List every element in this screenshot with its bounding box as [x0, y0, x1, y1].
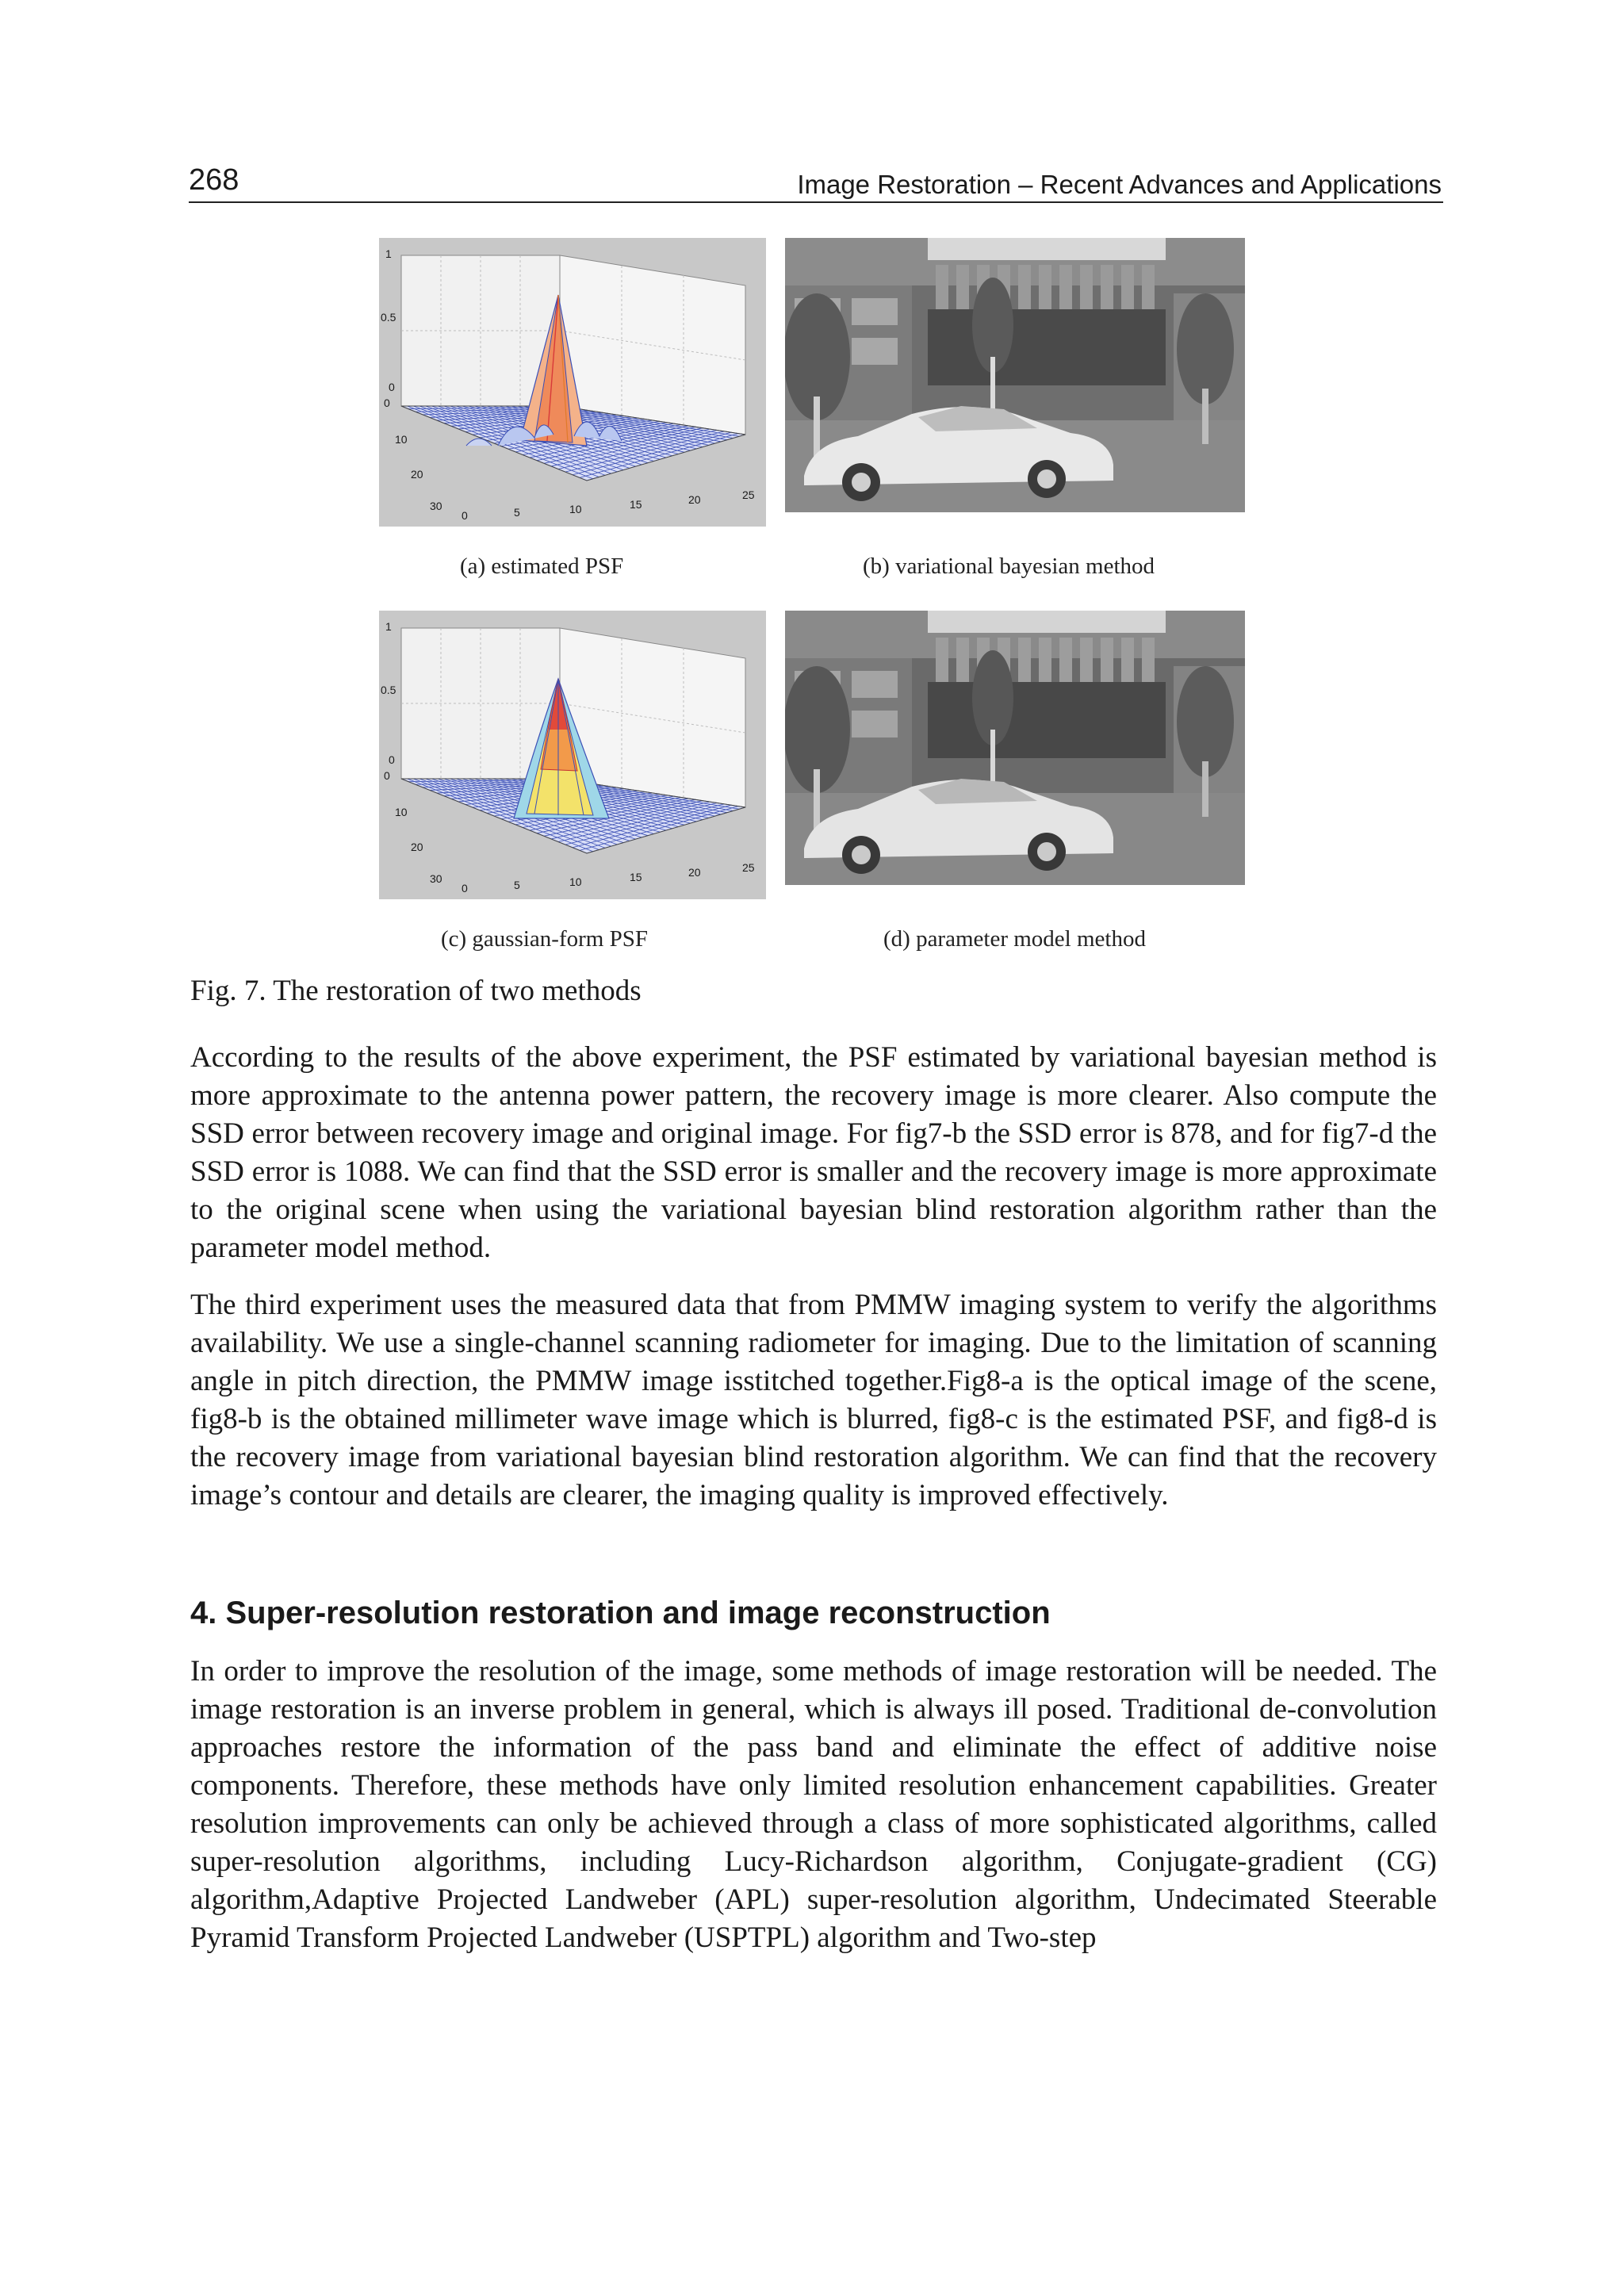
z-tick: 1 [385, 620, 392, 633]
x-tick: 5 [514, 879, 520, 891]
running-head [189, 162, 1443, 203]
x-tick: 0 [462, 882, 468, 895]
x-tick: 25 [742, 488, 755, 501]
y-tick: 30 [430, 500, 442, 512]
x-tick: 10 [569, 503, 582, 515]
y-tick: 10 [395, 806, 408, 818]
restored-image-b [785, 238, 1245, 512]
x-tick: 5 [514, 506, 520, 519]
book-title: Image Restoration – Recent Advances and Applications [797, 170, 1442, 199]
y-tick: 0 [384, 397, 390, 409]
z-tick: 0 [389, 381, 395, 393]
y-tick: 30 [430, 872, 442, 885]
x-tick: 20 [688, 866, 701, 879]
z-tick: 0.5 [381, 684, 396, 696]
y-tick: 20 [411, 841, 423, 853]
x-tick: 20 [688, 493, 701, 506]
x-tick: 10 [569, 875, 582, 888]
figure-caption: Fig. 7. The restoration of two methods [190, 975, 642, 1007]
restored-image-d [785, 611, 1245, 885]
section-heading: 4. Super-resolution restoration and image reconstruction [190, 1596, 1051, 1630]
x-tick: 15 [630, 871, 642, 883]
z-tick: 0.5 [381, 311, 396, 324]
y-tick: 10 [395, 433, 408, 446]
y-tick: 0 [384, 769, 390, 782]
panel-caption-b: (b) variational bayesian method [863, 554, 1155, 579]
body-paragraph: In order to improve the resolution of the image, some methods of image restoration will be needed. The image restoration is an inverse problem in general, which is always ill posed. Traditional de-convolution approaches restore the information of the pass band and eliminate the effect of additive noise components. Therefore, these methods have only limited resolution enhancement capabilities. Greater resolution improvements can only be achieved through a class of more sophisticated algorithms, called super-resolution algorithms, including Lucy-Richardson algorithm, Conjugate-gradient (CG) algorithm,Adaptive Projected Landweber (APL) super-resolution algorithm, Undecimated Steerable Pyramid Transform Projected Landweber (USPTPL) algorithm and Two-step [190, 1655, 1437, 1954]
x-tick: 25 [742, 861, 755, 874]
panel-caption-d: (d) parameter model method [883, 926, 1146, 952]
page-number: 268 [189, 163, 239, 197]
z-tick: 0 [389, 753, 395, 766]
body-paragraph: According to the results of the above experiment, the PSF estimated by variational bayesian method is more approximate to the antenna power pattern, the recovery image is more clearer. Also compute the SSD error between recovery image and original image. For fig7-b the SSD error is 878, and for fig7-d the SSD error is 1088. We can find that the SSD error is smaller and the recovery image is more approximate to the original scene when using the variational bayesian blind restoration algorithm rather than the parameter model method. [190, 1041, 1437, 1264]
x-tick: 15 [630, 498, 642, 511]
psf-plot-c [379, 611, 766, 899]
y-tick: 20 [411, 468, 423, 481]
body-paragraph: The third experiment uses the measured data that from PMMW imaging system to verify the algorithms availability. We use a single-channel scanning radiometer for imaging. Due to the limitation of scanning angle in pitch direction, the PMMW image isstitched together.Fig8-a is the optical image of the scene, fig8-b is the obtained millimeter wave image which is blurred, fig8-c is the estimated PSF, and fig8-d is the recovery image from variational bayesian blind restoration algorithm. We can find that the recovery image’s contour and details are clearer, the imaging quality is improved effectively. [190, 1289, 1437, 1511]
panel-caption-c: (c) gaussian-form PSF [441, 926, 648, 952]
psf-plot-a [379, 238, 766, 527]
z-tick: 1 [385, 247, 392, 260]
x-tick: 0 [462, 509, 468, 522]
panel-caption-a: (a) estimated PSF [460, 554, 624, 579]
